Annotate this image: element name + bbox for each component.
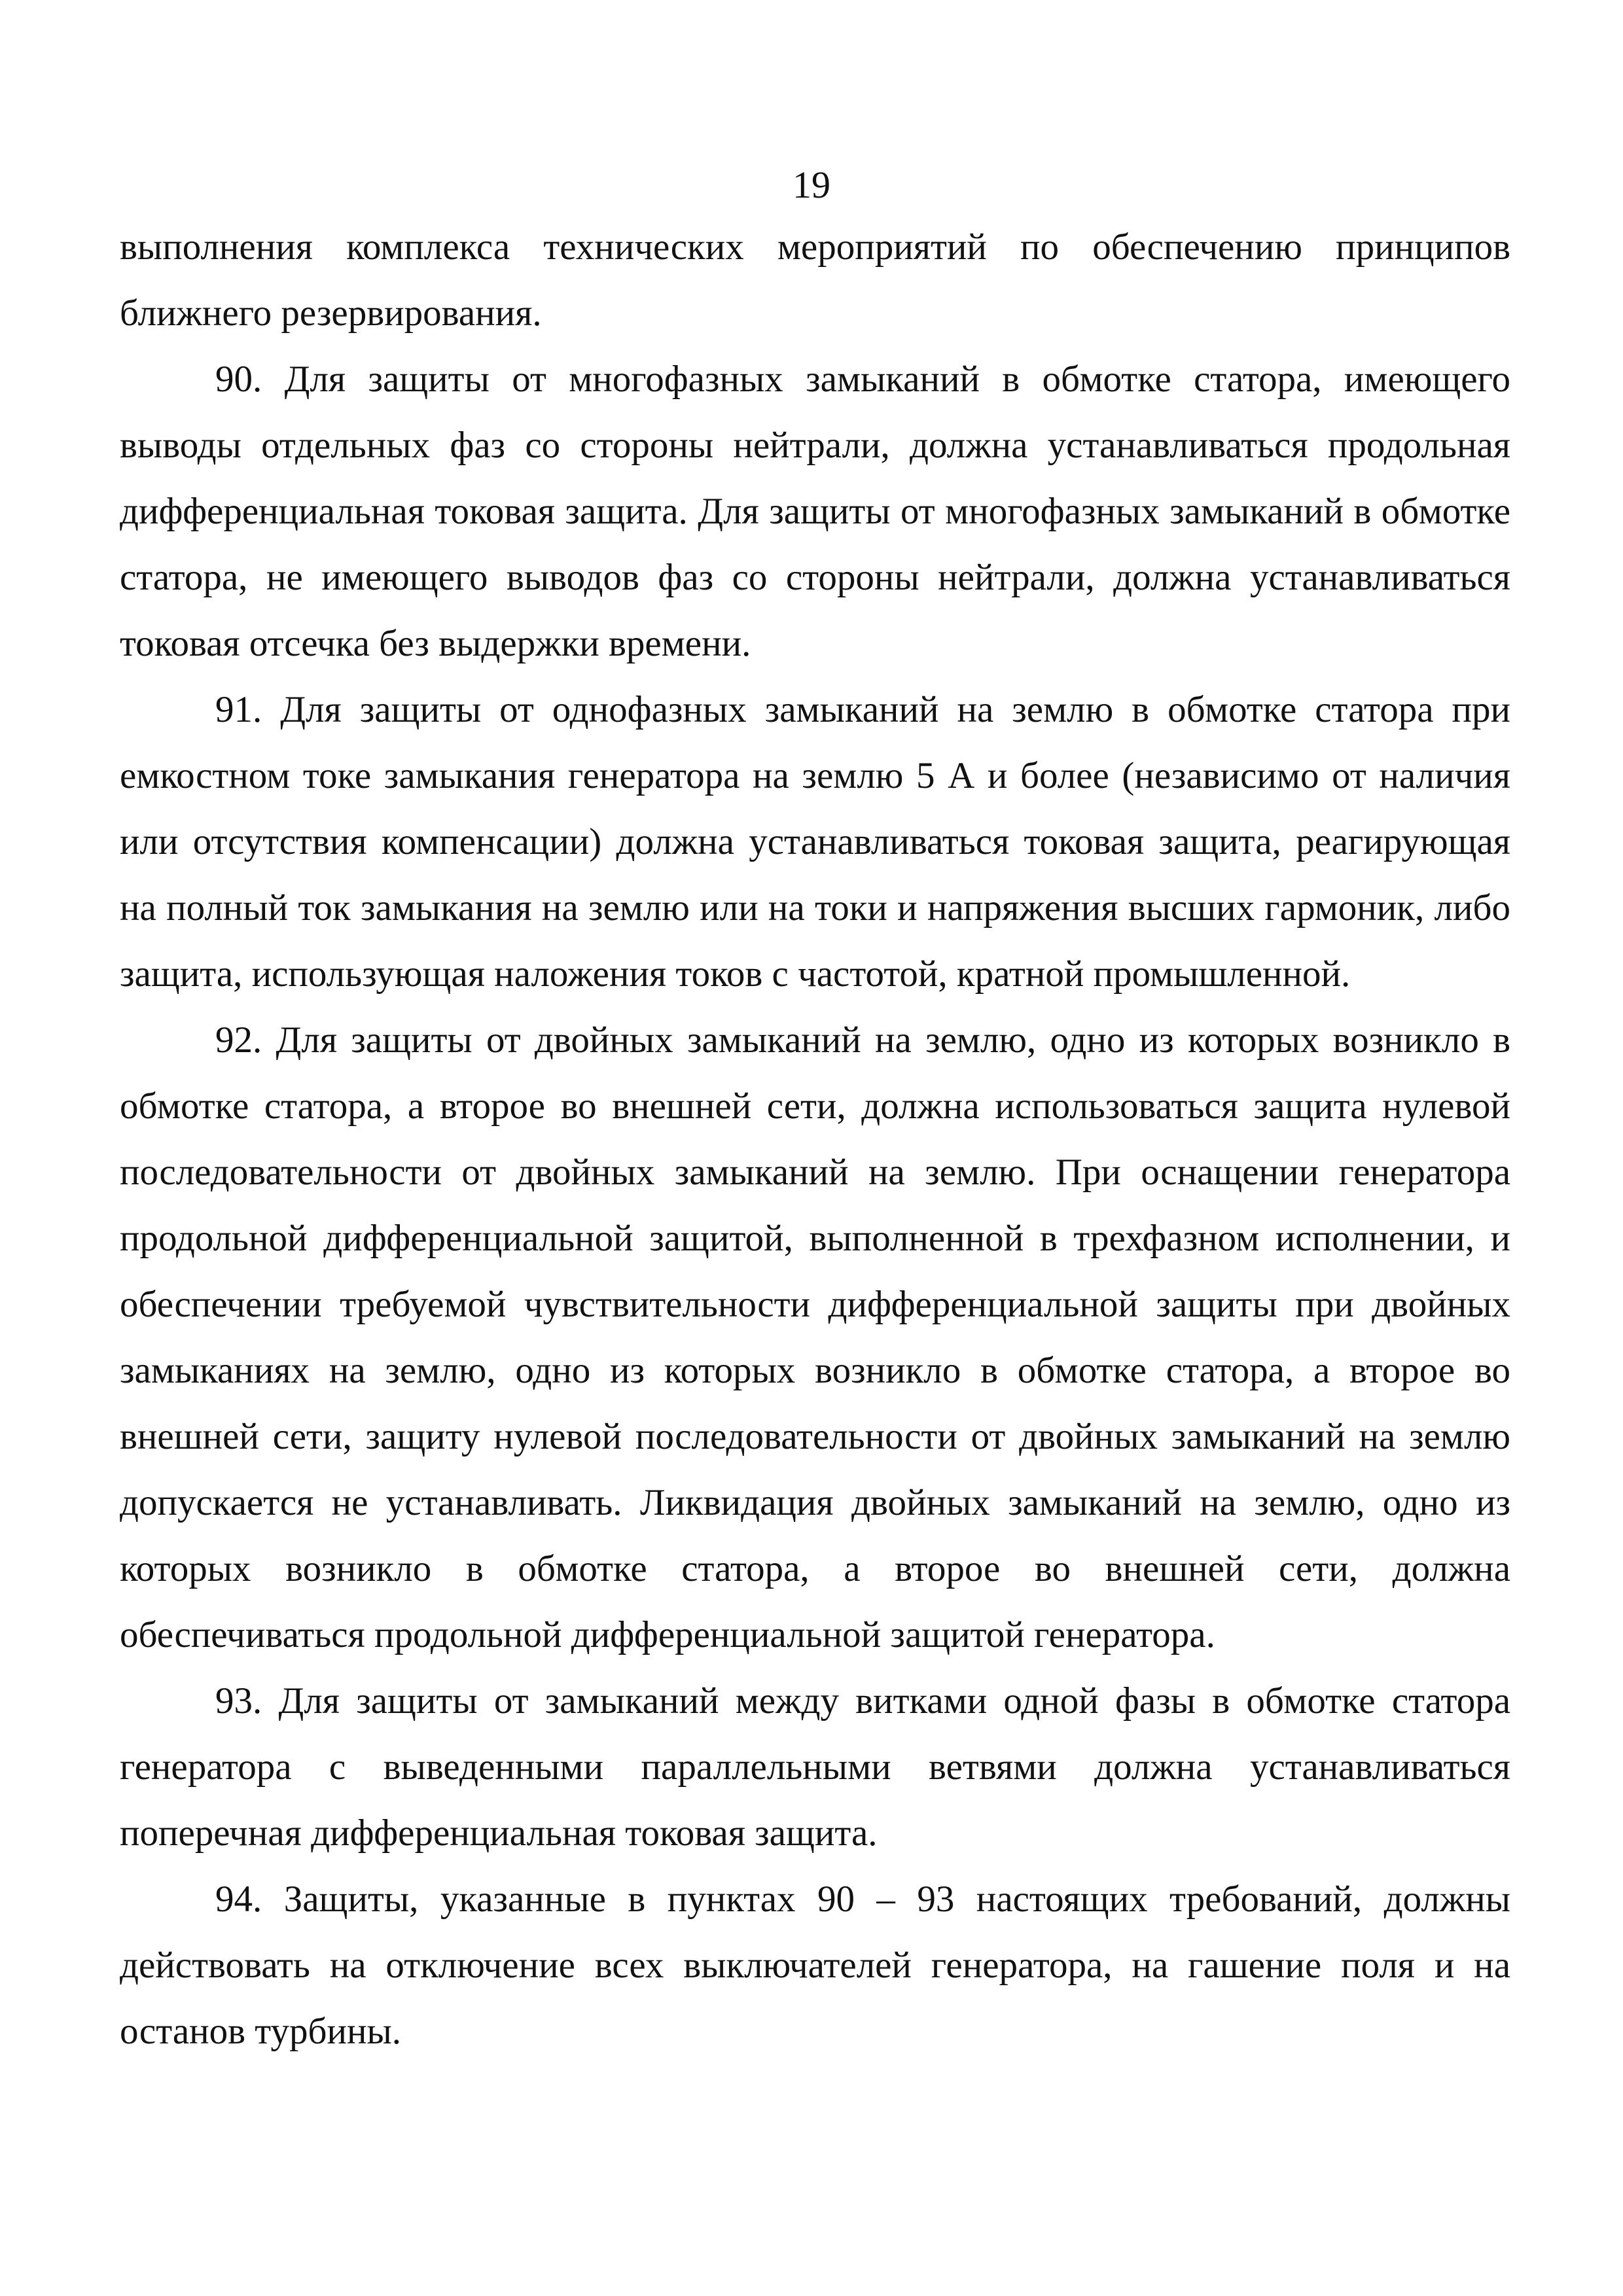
document-body — [120, 214, 1510, 2064]
paragraph-90: 90. Для защиты от многофазных замыканий в обмотке статора, имеющего выводы отдельных фаз со стороны нейтрали, должна устанавливаться продольная дифференциальная токовая защита. Для защиты от многофазных замыканий в обмотке статора, не имеющего выводов фаз со стороны нейтрали, должна устанавливаться токовая отсечка без выдержки времени. — [120, 359, 1510, 664]
paragraph-continuation: выполнения комплекса технических мероприятий по обеспечению принципов ближнего резервирования. — [120, 226, 1510, 334]
paragraph-93: 93. Для защиты от замыканий между витками одной фазы в обмотке статора генератора с выведенными параллельными ветвями должна устанавливаться поперечная дифференциальная токовая защита. — [120, 1680, 1510, 1854]
page-number: 19 — [793, 164, 830, 206]
paragraph-94: 94. Защиты, указанные в пунктах 90 – 93 настоящих требований, должны действовать на отключение всех выключателей генератора, на гашение поля и на останов турбины. — [120, 1879, 1510, 2052]
paragraph-91: 91. Для защиты от однофазных замыканий на землю в обмотке статора при емкостном токе замыкания генератора на землю 5 А и более (независимо от наличия или отсутствия компенсации) должна устанавливаться токовая защита, реагирующая на полный ток замыкания на землю или на токи и напряжения высших гармоник, либо защита, использующая наложения токов с частотой, кратной промышленной. — [120, 689, 1510, 995]
paragraph-92: 92. Для защиты от двойных замыканий на землю, одно из которых возникло в обмотке статора, а второе во внешней сети, должна использоваться защита нулевой последовательности от двойных замыканий на землю. При оснащении генератора продольной дифференциальной защитой, выполненной в трехфазном исполнении, и обеспечении требуемой чувствительности дифференциальной защиты при двойных замыканиях на землю, одно из которых возникло в обмотке статора, а второе во внешней сети, защиту нулевой последовательности от двойных замыканий на землю допускается не устанавливать. Ликвидация двойных замыканий на землю, одно из которых возникло в обмотке статора, а второе во внешней сети, должна обеспечиваться продольной дифференциальной защитой генератора. — [120, 1019, 1510, 1655]
